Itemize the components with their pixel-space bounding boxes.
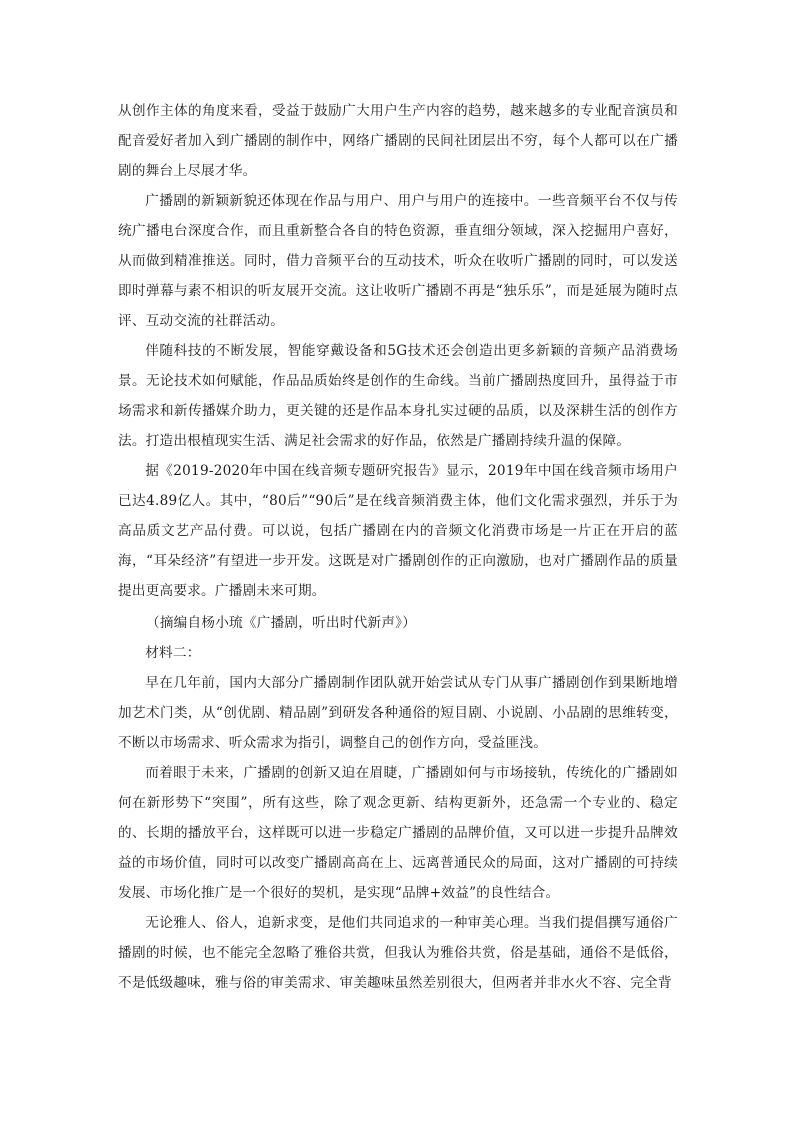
paragraph-2: 广播剧的新颖新貌还体现在作品与用户、用户与用户的连接中。一些音频平台不仅与传统广播电台深度合作，而且重新整合各自的特色资源，垂直细分领域，深入挖掘用户喜好，从而做到精准推送。同时，借力音频平台的互动技术，听众在收听广播剧的同时，可以发送即时弹幕与素不相识的听友展开交流。这让收听广播剧不再是“独乐乐”，而是延展为随时点评、互动交流的社群活动。: [118, 193, 678, 329]
source-citation: （摘编自杨小琉《广播剧，听出时代新声》）: [146, 615, 417, 631]
paragraph-5: 早在几年前，国内大部分广播剧制作团队就开始尝试从专门从事广播剧创作到果断地增加艺术门类，从“创优剧、精品剧”到研发各种通俗的短目剧、小说剧、小品剧的思维转变，不断以市场需求、听众需求为指引，调整自己的创作方向，受益匪浅。: [118, 675, 678, 751]
paragraph-3: 伴随科技的不断发展，智能穿戴设备和5G技术还会创造出更多新颖的音频产品消费场景。无论技术如何赋能，作品品质始终是创作的生命线。当前广播剧热度回升，虽得益于市场需求和新传播媒介助力，更关键的还是作品本身扎实过硬的品质，以及深耕生活的创作方法。打造出根植现实生活、满足社会需求的好作品，依然是广播剧持续升温的保障。: [118, 343, 678, 449]
paragraph-4: 据《2019-2020年中国在线音频专题研究报告》显示，2019年中国在线音频市场用户已达4.89亿人。其中，“80后”“90后”是在线音频消费主体，他们文化需求强烈，并乐于为高品质文艺产品付费。可以说，包括广播剧在内的音频文化消费市场是一片正在开启的蓝海，“耳朵经济”有望进一步开发。这既是对广播剧创作的正向激励，也对广播剧作品的质量提出更高要求。广播剧未来可期。: [118, 463, 678, 599]
paragraph-1: 从创作主体的角度来看，受益于鼓励广大用户生产内容的趋势，越来越多的专业配音演员和配音爱好者加入到广播剧的制作中，网络广播剧的民间社团层出不穷，每个人都可以在广播剧的舞台上尽展才华。: [118, 103, 678, 179]
paragraph-7: 无论雅人、俗人，追新求变，是他们共同追求的一种审美心理。当我们提倡撰写通俗广播剧的时候，也不能完全忽略了雅俗共赏，但我认为雅俗共赏，俗是基础，通俗不是低俗，不是低级趣味，雅与俗的审美需求、审美趣味虽然差别很大，但两者并非水火不容、完全背: [118, 915, 678, 991]
paragraph-6: 而着眼于未来，广播剧的创新又迫在眉睫，广播剧如何与市场接轨，传统化的广播剧如何在新形势下“突围”，所有这些，除了观念更新、结构更新外，还急需一个专业的、稳定的、长期的播放平台，这样既可以进一步稳定广播剧的品牌价值，又可以进一步提升品牌效益的市场价值，同时可以改变广播剧高高在上、远离普通民众的局面，这对广播剧的可持续发展、市场化推广是一个很好的契机，是实现“品牌+效益”的良性结合。: [118, 765, 678, 901]
section-heading-material-2: 材料二：: [145, 645, 201, 661]
document-body: [118, 96, 678, 998]
